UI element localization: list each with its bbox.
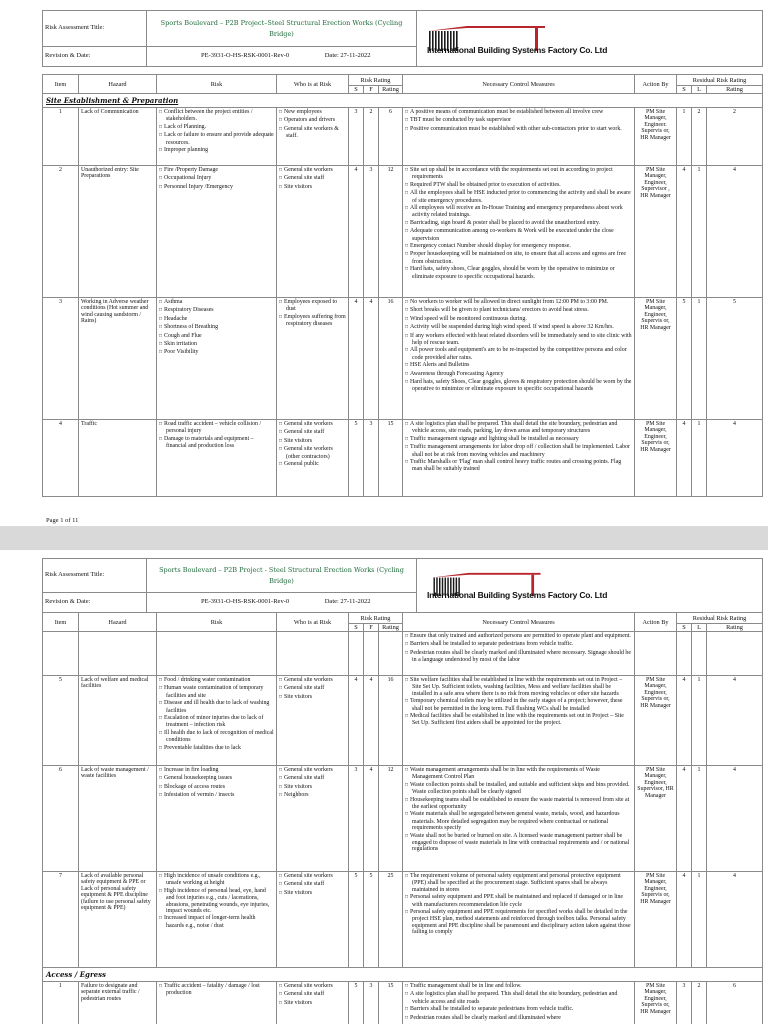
who-cell-entry: □ Employees exposed to dust (279, 299, 346, 313)
residual-s-cell: 3 (677, 982, 692, 1024)
measures-cell-entry: □ If any workers effected with heat related disorders will be immediately send to site clinic with help of rescue team. (405, 333, 632, 347)
action-by-cell: PM Site Manager, Engineer, Supervis or, HR Manager (635, 298, 677, 420)
col-residual-s: S (677, 624, 692, 632)
frequency-cell: 3 (364, 420, 379, 497)
measures-cell-entry: □ All the employees shall be HSE inducted prior to commencing the activity and shall be aware of site emergency procedures. (405, 190, 632, 204)
company-name: International Building Systems Factory Co. Ltd (427, 590, 608, 601)
residual-s-cell: 4 (677, 766, 692, 872)
measures-cell-entry: □ Traffic Marshalls or 'Flag' man shall control heavy traffic routes and crossing points. Flag man shall be suitably trained (405, 459, 632, 473)
hazard-cell: Working in Adverse weather conditions (Hot summer and wind causing sandstorm / Rains) (79, 298, 157, 420)
action-by-cell: PM Site Manager, Engineer, Supervis or, HR Manager (635, 420, 677, 497)
who-cell-entry: □ General site staff (279, 991, 346, 998)
who-cell (277, 982, 349, 1024)
measures-cell-entry: □ Waste shall not be buried or burned on site. A licensed waste management partner shall be engaged to dispose of waste materials in line with contractual requirements and / or national regulations (405, 833, 632, 853)
rating-cell: 12 (379, 166, 403, 298)
who-cell-entry: □ General public (279, 461, 346, 468)
revision-number: PE-3931-O-HS-RSK-0001-Rev-0 (201, 598, 290, 606)
revision-date: Date: 27-11-2022 (324, 598, 371, 606)
col-hazard: Hazard (79, 613, 157, 632)
who-cell (277, 298, 349, 420)
who-cell-entry: □ General site workers (279, 167, 346, 174)
hazard-cell: Unauthorized entry: Site Preparations (79, 166, 157, 298)
residual-rating-cell: 4 (707, 676, 763, 766)
measure-entry: □ Barriers shall be installed to separate pedestrians from vehicle traffic. (405, 641, 632, 648)
frequency-cell: 4 (364, 676, 379, 766)
risk-cell (157, 982, 277, 1024)
measures-cell-entry: □ All power tools and equipment's are to be re-inspected by the competitive persons and color code provided after rains. (405, 347, 632, 361)
header-table (42, 10, 763, 67)
measures-cell-entry: □ Wind speed will be monitored continuous during. (405, 316, 632, 323)
risk-rows-access (43, 982, 763, 1024)
col-f: F (364, 86, 379, 94)
risk-cell (157, 676, 277, 766)
hazard-cell: Traffic (79, 420, 157, 497)
measures-cell-entry: □ Site welfare facilities shall be established in line with the requirements set out in Project – Site Set Up. Sufficient toilets, washing facilities, Mess and welfare facilities shall be installed in a safe area where there is no risk from moving vehicles or other site hazards (405, 677, 632, 697)
col-risk-rating: Risk Rating (349, 613, 403, 624)
severity-cell: 4 (349, 298, 364, 420)
who-cell-entry: □ Employees suffering from respiratory diseases (279, 314, 346, 328)
measures-cell-entry: □ A site logistics plan shall be prepared. This shall detail the site boundary, pedestrian and vehicle access and site roads (405, 991, 632, 1005)
col-f: F (364, 624, 379, 632)
col-risk: Risk (157, 75, 277, 94)
item-number: 4 (43, 420, 79, 497)
measures-cell-entry: □ HSE Alerts and Bulletins (405, 362, 632, 369)
residual-l-cell: 1 (692, 166, 707, 298)
col-hazard: Hazard (79, 75, 157, 94)
who-cell (277, 676, 349, 766)
measures-cell-entry: □ Barriers shall be installed to separate pedestrians from vehicle traffic. (405, 1006, 632, 1013)
risk-cell-entry: □ Road traffic accident – vehicle collision / personal injury (159, 421, 274, 435)
residual-l-cell: 1 (692, 766, 707, 872)
measures-cell-entry: □ A positive means of communication must be established between all involve crew (405, 109, 632, 116)
residual-l-cell: 1 (692, 872, 707, 968)
risk-cell-entry: □ Skin irritation (159, 341, 274, 348)
who-cell-entry: □ General site workers (279, 677, 346, 684)
frequency-cell: 4 (364, 298, 379, 420)
rating-cell: 25 (379, 872, 403, 968)
who-cell-entry: □ Site visitors (279, 784, 346, 791)
who-cell-entry: □ General site staff (279, 775, 346, 782)
risk-cell-entry: □ Fire /Property Damage (159, 167, 274, 174)
who-cell-entry: □ Site visitors (279, 694, 346, 701)
who-cell (277, 872, 349, 968)
risk-cell-entry: □ Blockage of access routes (159, 784, 274, 791)
residual-rating-cell: 2 (707, 108, 763, 166)
who-cell (277, 166, 349, 298)
risk-cell-entry: □ Occupational Injury (159, 175, 274, 182)
who-cell-entry: □ General site workers (other contractors) (279, 446, 346, 460)
table-row (43, 872, 763, 968)
residual-s-cell: 4 (677, 166, 692, 298)
residual-l-cell: 2 (692, 108, 707, 166)
risk-cell-entry: □ Increased impact of longer-term health hazards e.g., noise / dust (159, 915, 274, 929)
measures-cell (403, 982, 635, 1024)
measures-cell (403, 872, 635, 968)
who-cell-entry: □ General site workers (279, 421, 346, 428)
item-number: 1 (43, 982, 79, 1024)
measures-cell-entry: □ Temporary chemical toilets may be utilized in the early stages of a project; however, these shall not be permitted in the long term. Full flushing WCs shall be installed (405, 698, 632, 712)
measures-cell-entry: □ Waste management arrangements shall be in line with the requirements of Waste Management Control Plan (405, 767, 632, 781)
who-cell-entry: □ Site visitors (279, 184, 346, 191)
risk-cell-entry: □ Increase in fire loading (159, 767, 274, 774)
residual-l-cell: 1 (692, 298, 707, 420)
who-cell-entry: □ General site staff (279, 685, 346, 692)
col-action: Action By (635, 613, 677, 632)
table-row (43, 766, 763, 872)
hazard-cell: Lack of Communication (79, 108, 157, 166)
severity-cell: 3 (349, 766, 364, 872)
risk-cell-entry: □ Disease and ill health due to lack of washing facilities (159, 700, 274, 714)
measures-cell-entry: □ Emergency contact Number should display for emergency response. (405, 243, 632, 250)
col-residual-s: S (677, 86, 692, 94)
residual-l-cell: 1 (692, 676, 707, 766)
risk-cell (157, 420, 277, 497)
residual-rating-cell: 4 (707, 166, 763, 298)
residual-s-cell: 1 (677, 108, 692, 166)
risk-cell-entry: □ General housekeeping issues (159, 775, 274, 782)
table-row (43, 982, 763, 1024)
risk-cell-entry: □ High incidence of personal head, eye, hand and foot injuries e.g., cuts / lacerations, abrasions, penetrating wounds, eye injuries, impact wounds etc. (159, 888, 274, 915)
col-who: Who is at Risk (277, 75, 349, 94)
revision-and-date (147, 47, 417, 67)
title-label: Risk Assessment Title: (43, 11, 147, 47)
risk-cell-entry: □ Lack of Planning. (159, 124, 274, 131)
measures-cell-entry: □ Barricading, sign board & poster shall be placed to avoid the unauthorized entry. (405, 220, 632, 227)
who-cell (277, 108, 349, 166)
hazard-cell: Lack of waste management / waste facilities (79, 766, 157, 872)
risk-table-page-1 (42, 74, 763, 497)
hazard-cell: Lack of welfare and medical facilities (79, 676, 157, 766)
risk-cell-entry: □ Ill health due to lack of recognition of medical conditions (159, 730, 274, 744)
document-title: Sports Boulevard – P2B Project - Steel Structural Erection Works (Cycling Bridge) (147, 559, 417, 593)
risk-rows (43, 108, 763, 497)
residual-rating-cell: 6 (707, 982, 763, 1024)
who-cell (277, 766, 349, 872)
measures-cell-entry: □ Waste materials shall be segregated between general waste, metals, wood, and hazardous materials. More detailed segregation may be required where contractual or national requirements specify (405, 811, 632, 831)
residual-rating-cell: 4 (707, 872, 763, 968)
risk-cell-entry: □ Infestation of vermin / insects (159, 792, 274, 799)
col-residual-rating: Rating (707, 624, 763, 632)
measures-cell (403, 676, 635, 766)
risk-cell (157, 872, 277, 968)
measures-cell (403, 108, 635, 166)
measures-cell (403, 166, 635, 298)
measures-cell-entry: □ Traffic management arrangements for labor drop off / collection shall be implemented. Labor shall not be at risk from moving vehicles and machinery (405, 444, 632, 458)
measures-cell-entry: □ Required PTW shall be obtained prior to execution of activities. (405, 182, 632, 189)
continued-row (43, 632, 763, 676)
company-logo (417, 11, 763, 67)
hazard-cell: Failure to designate and separate external traffic / pedestrian routes (79, 982, 157, 1024)
revision-number: PE-3931-O-HS-RSK-0001-Rev-0 (201, 52, 290, 60)
measures-cell-entry: □ Hard hats, safety Shoes, Clear goggles, gloves & respiratory protection should be worn by the operative to minimize or eliminate exposure to specific occupational hazards (405, 379, 632, 393)
rating-cell: 15 (379, 420, 403, 497)
risk-cell-entry: □ Lack or failure to ensure and provide adequate resources. (159, 132, 274, 146)
measures-cell-entry: □ All employees will receive an In-House Training and emergency preparedness about work activity related trainings. (405, 205, 632, 219)
frequency-cell: 3 (364, 982, 379, 1024)
item-number: 1 (43, 108, 79, 166)
item-number: 2 (43, 166, 79, 298)
severity-cell: 5 (349, 872, 364, 968)
risk-cell-entry: □ Preventable fatalities due to lack (159, 745, 274, 752)
col-item: Item (43, 75, 79, 94)
col-measures: Necessary Control Measures (403, 613, 635, 632)
who-cell (277, 420, 349, 497)
col-residual-l: L (692, 86, 707, 94)
table-row (43, 420, 763, 497)
measures-cell-entry: □ Site set up shall be in accordance with the requirements set out in according to project requirements (405, 167, 632, 181)
revision-and-date (147, 593, 417, 613)
measures-cell-entry: □ Hard hats, safety shoes, Clear goggles, should be worn by the operative to minimize or eliminate exposure to specific occupational hazards. (405, 266, 632, 280)
who-cell-entry: □ Site visitors (279, 890, 346, 897)
hazard-cell: Lack of available personal safety equipment & PPE or Lack of personal safety equipment & PPE discipline (failure to use personal safety equipment & PPE) (79, 872, 157, 968)
measures-cell-entry: □ Adequate communication among co-workers & Work will be executed under the close supervision (405, 228, 632, 242)
risk-cell-entry: □ Improper planning (159, 147, 274, 154)
measures-cell-entry: □ Personal safety equipment and PPE requirements for specified works shall be detailed in the project HSE plan, method statements and reinforced through toolbox talks. Personal safety equipment and PPE discipline shall be paramount and disciplinary action taken against those failing to comply (405, 909, 632, 936)
risk-cell-entry: □ Traffic accident – fatality / damage / lost production (159, 983, 274, 997)
risk-cell (157, 298, 277, 420)
rating-cell: 15 (379, 982, 403, 1024)
table-row (43, 676, 763, 766)
residual-l-cell: 2 (692, 982, 707, 1024)
col-who: Who is at Risk (277, 613, 349, 632)
measures-cell-entry: □ Short breaks will be given to plant technicians/ erectors to avoid heat stress. (405, 307, 632, 314)
frequency-cell: 5 (364, 872, 379, 968)
who-cell-entry: □ General site staff (279, 429, 346, 436)
rating-cell: 12 (379, 766, 403, 872)
rating-cell: 16 (379, 676, 403, 766)
risk-cell-entry: □ High incidence of unsafe conditions e.g., unsafe working at height (159, 873, 274, 887)
col-action: Action By (635, 75, 677, 94)
risk-cell-entry: □ Shortness of Breathing (159, 324, 274, 331)
col-residual-l: L (692, 624, 707, 632)
severity-cell: 4 (349, 166, 364, 298)
severity-cell: 4 (349, 676, 364, 766)
section-heading: Access / Egress (43, 968, 763, 982)
rating-cell: 6 (379, 108, 403, 166)
col-residual-rating: Rating (707, 86, 763, 94)
who-cell-entry: □ Site visitors (279, 438, 346, 445)
residual-s-cell: 4 (677, 676, 692, 766)
document-title: Sports Boulevard – P2B Project–Steel Structural Erection Works (Cycling Bridge) (147, 11, 417, 47)
table-row (43, 108, 763, 166)
measures-cell-entry: □ Traffic management shall be in line and follow. (405, 983, 632, 990)
table-row (43, 166, 763, 298)
frequency-cell: 4 (364, 766, 379, 872)
item-number: 5 (43, 676, 79, 766)
action-by-cell: PM Site Manager, Engineer, Supervis or, HR Manager (635, 676, 677, 766)
who-cell-entry: □ Neighbors (279, 792, 346, 799)
residual-l-cell: 1 (692, 420, 707, 497)
measures-cell-entry: □ Activity will be suspended during high wind speed. If wind speed is above 32 Km/hrs. (405, 324, 632, 331)
item-number: 7 (43, 872, 79, 968)
risk-cell (157, 766, 277, 872)
col-rating: Rating (379, 624, 403, 632)
revision-label: Revision & Date: (43, 593, 147, 613)
title-label: Risk Assessment Title: (43, 559, 147, 593)
risk-cell-entry: □ Damage to materials and equipment – financial and production loss (159, 436, 274, 450)
severity-cell: 5 (349, 420, 364, 497)
severity-cell: 3 (349, 108, 364, 166)
continued-measures (403, 632, 635, 676)
who-cell-entry: □ General site staff (279, 175, 346, 182)
item-number: 3 (43, 298, 79, 420)
col-residual: Residual Risk Rating (677, 613, 763, 624)
risk-cell-entry: □ Personnel Injury /Emergency (159, 184, 274, 191)
frequency-cell: 3 (364, 166, 379, 298)
measures-cell-entry: □ Personal safety equipment and PPE shall be maintained and replaced if damaged or in line with manufacturers recommendation life cycle (405, 894, 632, 908)
frequency-cell: 2 (364, 108, 379, 166)
measures-cell (403, 766, 635, 872)
risk-cell-entry: □ Escalation of minor injuries due to lack of treatment – infection risk (159, 715, 274, 729)
measures-cell-entry: □ Traffic management signage and lighting shall be installed as necessary (405, 436, 632, 443)
risk-cell (157, 108, 277, 166)
header-table-page-2 (42, 558, 763, 613)
risk-table-page-2 (42, 612, 763, 1024)
col-rating: Rating (379, 86, 403, 94)
col-risk: Risk (157, 613, 277, 632)
col-risk-rating: Risk Rating (349, 75, 403, 86)
company-logo (417, 559, 763, 613)
risk-rows (43, 676, 763, 968)
measures-cell-entry: □ TBT must be conducted by task supervisor (405, 117, 632, 124)
who-cell-entry: □ General site workers & staff. (279, 126, 346, 140)
measures-cell-entry: □ Pedestrian routes shall be clearly marked and illuminated where (405, 1015, 632, 1022)
revision-label: Revision & Date: (43, 47, 147, 67)
residual-s-cell: 5 (677, 298, 692, 420)
measures-cell (403, 420, 635, 497)
residual-rating-cell: 5 (707, 298, 763, 420)
col-s: S (349, 86, 364, 94)
risk-cell (157, 166, 277, 298)
measures-cell-entry: □ Positive communication must be established with other sub-contactors prior to start work. (405, 126, 632, 133)
table-row (43, 298, 763, 420)
col-item: Item (43, 613, 79, 632)
action-by-cell: PM Site Manager, Engineer, Supervisor, HR Manager (635, 766, 677, 872)
col-measures: Necessary Control Measures (403, 75, 635, 94)
risk-cell-entry: □ Cough and Flue (159, 333, 274, 340)
company-name: International Building Systems Factory Co. Ltd (427, 45, 608, 56)
risk-cell-entry: □ Headache (159, 316, 274, 323)
section-heading: Site Establishment & Preparation (43, 94, 763, 108)
item-number: 6 (43, 766, 79, 872)
residual-s-cell: 4 (677, 872, 692, 968)
risk-cell-entry: □ Asthma (159, 299, 274, 306)
page-2 (0, 550, 768, 1024)
col-residual: Residual Risk Rating (677, 75, 763, 86)
who-cell-entry: □ General site staff (279, 881, 346, 888)
rating-cell: 16 (379, 298, 403, 420)
action-by-cell: PM Site Manager, Engineer, Supervisor , HR Manager (635, 166, 677, 298)
risk-cell-entry: □ Respiratory Diseases (159, 307, 274, 314)
revision-date: Date: 27-11-2022 (324, 52, 371, 60)
measures-cell-entry: □ Waste collection points shall be installed, and suitable and sufficient skips and bins provided. Waste collection points shall be clearly signed (405, 782, 632, 796)
risk-cell-entry: □ Human waste contamination of temporary facilities and site (159, 685, 274, 699)
measures-cell (403, 298, 635, 420)
action-by-cell: PM Site Manager, Engineer, Supervis or, HR Manager (635, 872, 677, 968)
who-cell-entry: □ New employees (279, 109, 346, 116)
residual-rating-cell: 4 (707, 766, 763, 872)
who-cell-entry: □ Site visitors (279, 1000, 346, 1007)
measure-entry: □ Pedestrian routes shall be clearly marked and illuminated where necessary. Signage should be in a language understood by most of the labor (405, 650, 632, 664)
col-s: S (349, 624, 364, 632)
measures-cell-entry: □ A site logistics plan shall be prepared. This shall detail the site boundary, pedestrian and vehicle access, site roads, parking, lay down areas and temporary structures (405, 421, 632, 435)
who-cell-entry: □ General site workers (279, 767, 346, 774)
who-cell-entry: □ General site workers (279, 983, 346, 990)
risk-cell-entry: □ Food / drinking water contamination (159, 677, 274, 684)
residual-rating-cell: 4 (707, 420, 763, 497)
risk-cell-entry: □ Poor Visibility (159, 349, 274, 356)
page-separator (0, 526, 768, 550)
action-by-cell: PM Site Manager, Engineer, Supervis or, HR Manager (635, 982, 677, 1024)
measures-cell-entry: □ Medical facilities shall be established in line with the requirements set out in Project – Site Set Up. Sufficient first aiders shall be appointed for the project. (405, 713, 632, 727)
residual-s-cell: 4 (677, 420, 692, 497)
measures-cell-entry: □ The requirement volume of personal safety equipment and personal protective equipment (PPE) shall be specified at the procurement stage. Sufficient spares shall be always maintained in stores (405, 873, 632, 893)
measures-cell-entry: □ Awareness through Forecasting Agency (405, 371, 632, 378)
who-cell-entry: □ Operators and drivers (279, 117, 346, 124)
who-cell-entry: □ General site workers (279, 873, 346, 880)
action-by-cell: PM Site Manager, Engineer. Supervis or, HR Manager (635, 108, 677, 166)
risk-cell-entry: □ Conflict between the project entities / stakeholders. (159, 109, 274, 123)
measures-cell-entry: □ Proper housekeeping will be maintained on site, to ensure that all access and egress are free from obstruction. (405, 251, 632, 265)
measures-cell-entry: □ Housekeeping teams shall be established to ensure the waste material is removed from site at the earliest opportunity (405, 797, 632, 811)
page-number: Page 1 of 11 (46, 517, 79, 524)
measure-entry: □ Ensure that only trained and authorized persons are permitted to operate plant and equipment. (405, 633, 632, 640)
severity-cell: 5 (349, 982, 364, 1024)
measures-cell-entry: □ No workers to worker will be allowed in direct sunlight from 12:00 PM to 3:00 PM. (405, 299, 632, 306)
